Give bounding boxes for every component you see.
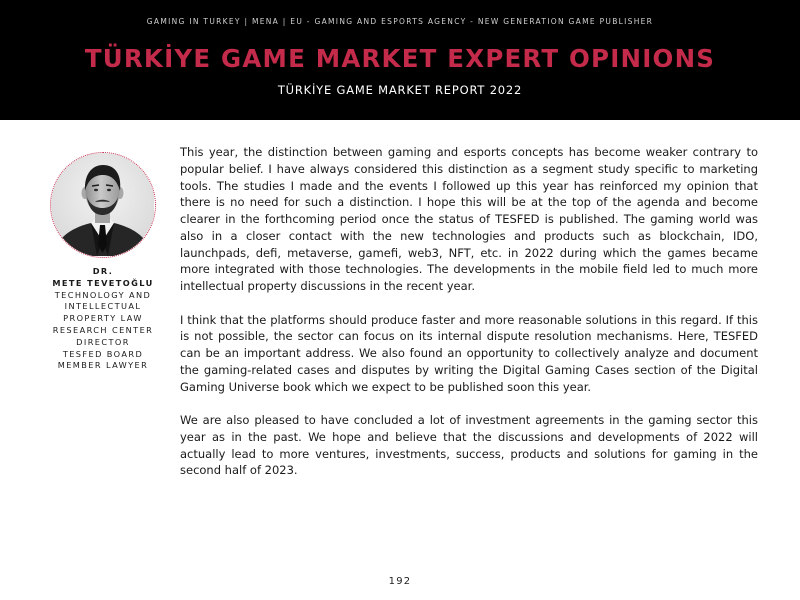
author-role-line: TESFED BOARD xyxy=(62,348,144,359)
body-paragraph: We are also pleased to have concluded a lot of investment agreements in the gaming sector this year as in the past. We hope and believe that the discussions and developments of 2022 will actually lead to more ventures, investments, success, products and solutions for gaming in the second half of 2023. xyxy=(180,413,758,478)
author-prefix: DR. xyxy=(92,266,114,276)
author-role-line: INTELLECTUAL xyxy=(64,301,142,312)
author-name: METE TEVETOĞLU xyxy=(52,277,154,288)
author-role-line: PROPERTY LAW xyxy=(63,313,143,324)
author-role-line: TECHNOLOGY AND xyxy=(54,289,152,300)
page-number: 192 xyxy=(388,576,412,587)
author-portrait xyxy=(50,152,156,258)
author-role-line: DIRECTOR xyxy=(76,336,130,347)
body-paragraph: This year, the distinction between gaming and esports concepts has become weaker contrary to popular belief. I have always considered this distinction as a segment study specific to marketing tools. The studies I made and the events I followed up this year has reinforced my opinion that there is no need for such a distinction. I hope this will be at the top of the agenda and become clearer in the forthcoming period once the status of TESFED is published. The gaming world was also in a closer contact with the new technologies and products such as blockchain, IDO, launchpads, defi, metaverse, gamefi, web3, NFT, etc. in 2022 during which the games became more integrated with those technologies. The developments in the mobile field led to much more intellectual property discussions in the recent year. xyxy=(180,145,758,293)
page-header xyxy=(0,0,800,120)
body-paragraph: I think that the platforms should produce faster and more reasonable solutions in this regard. If this is not possible, the sector can focus on its internal dispute resolution mechanisms. Here, TESFED can be an important address. We also found an opportunity to collectively analyze and document the gaming-related cases and disputes by writing the Digital Gaming Cases section of the Digital Gaming Universe book which we expect to be published soon this year. xyxy=(180,312,758,394)
author-role-line: RESEARCH CENTER xyxy=(52,324,154,335)
page-subtitle: TÜRKİYE GAME MARKET REPORT 2022 xyxy=(277,83,523,97)
author-role-line: MEMBER LAWYER xyxy=(57,360,149,371)
portrait-image xyxy=(51,153,154,256)
opinion-body xyxy=(180,144,758,496)
page-title: TÜRKİYE GAME MARKET EXPERT OPINIONS xyxy=(84,44,716,73)
author-info xyxy=(40,266,166,372)
header-tagline: GAMING IN TURKEY | MENA | EU - GAMING AND ESPORTS AGENCY - NEW GENERATION GAME PUBLISHER xyxy=(146,17,654,26)
